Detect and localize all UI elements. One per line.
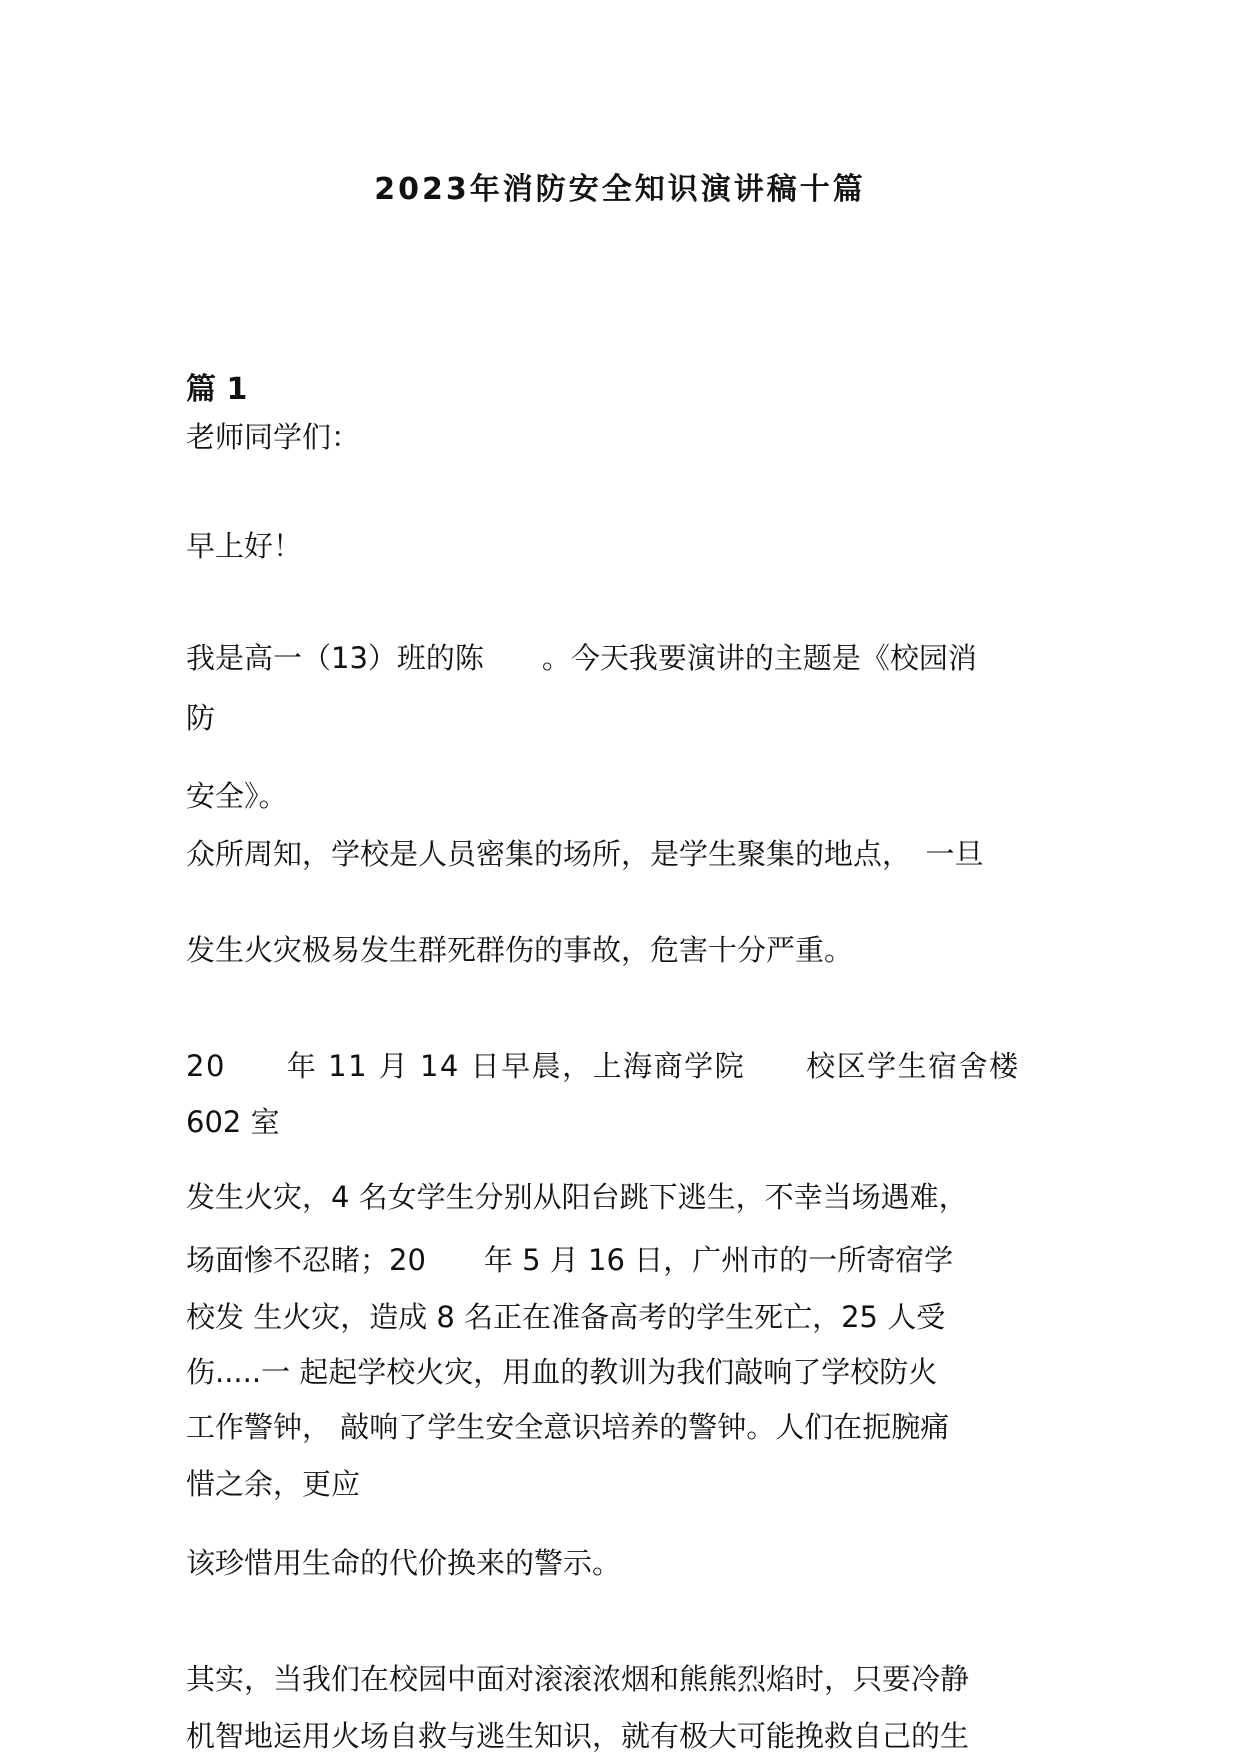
paragraph-line: 机智地运用火场自救与逃生知识，就有极大可能挽救自己的生	[186, 1719, 970, 1753]
paragraph-line: 发生火灾，4 名女学生分别从阳台跳下逃生，不幸当场遇难，	[186, 1180, 968, 1214]
section-heading: 篇 1	[186, 372, 248, 407]
paragraph-line: 惜之余，更应	[186, 1467, 361, 1501]
paragraph-line: 校发 生火灾，造成 8 名正在准备高考的学生死亡，25 人受	[186, 1300, 946, 1334]
paragraph-line: 发生火灾极易发生群死群伤的事故，危害十分严重。	[186, 933, 854, 967]
paragraph-line: 其实，当我们在校园中面对滚滚浓烟和熊熊烈焰时，只要冷静	[186, 1662, 970, 1696]
document-title: 2023年消防安全知识演讲稿十篇	[374, 172, 866, 207]
paragraph-line: 安全》。	[186, 779, 288, 813]
greeting-line: 早上好！	[186, 529, 303, 563]
paragraph-line: 场面惨不忍睹；20 年 5 月 16 日，广州市的一所寄宿学	[186, 1243, 954, 1277]
paragraph-line: 该珍惜用生命的代价换来的警示。	[186, 1546, 622, 1580]
paragraph-line: 我是高一（13）班的陈 。今天我要演讲的主题是《校园消	[186, 641, 977, 675]
paragraph-line: 伤.....一 起起学校火灾，用血的教训为我们敲响了学校防火	[186, 1355, 938, 1389]
paragraph-line: 20 年 11 月 14 日早晨，上海商学院 校区学生宿舍楼	[186, 1049, 1020, 1083]
paragraph-line: 602 室	[186, 1105, 280, 1139]
salutation-line: 老师同学们：	[186, 420, 361, 454]
paragraph-line: 工作警钟， 敲响了学生安全意识培养的警钟。人们在扼腕痛	[186, 1410, 950, 1444]
paragraph-line: 防	[186, 701, 216, 735]
paragraph-line: 众所周知，学校是人员密集的场所，是学生聚集的地点， 一旦	[186, 837, 984, 871]
